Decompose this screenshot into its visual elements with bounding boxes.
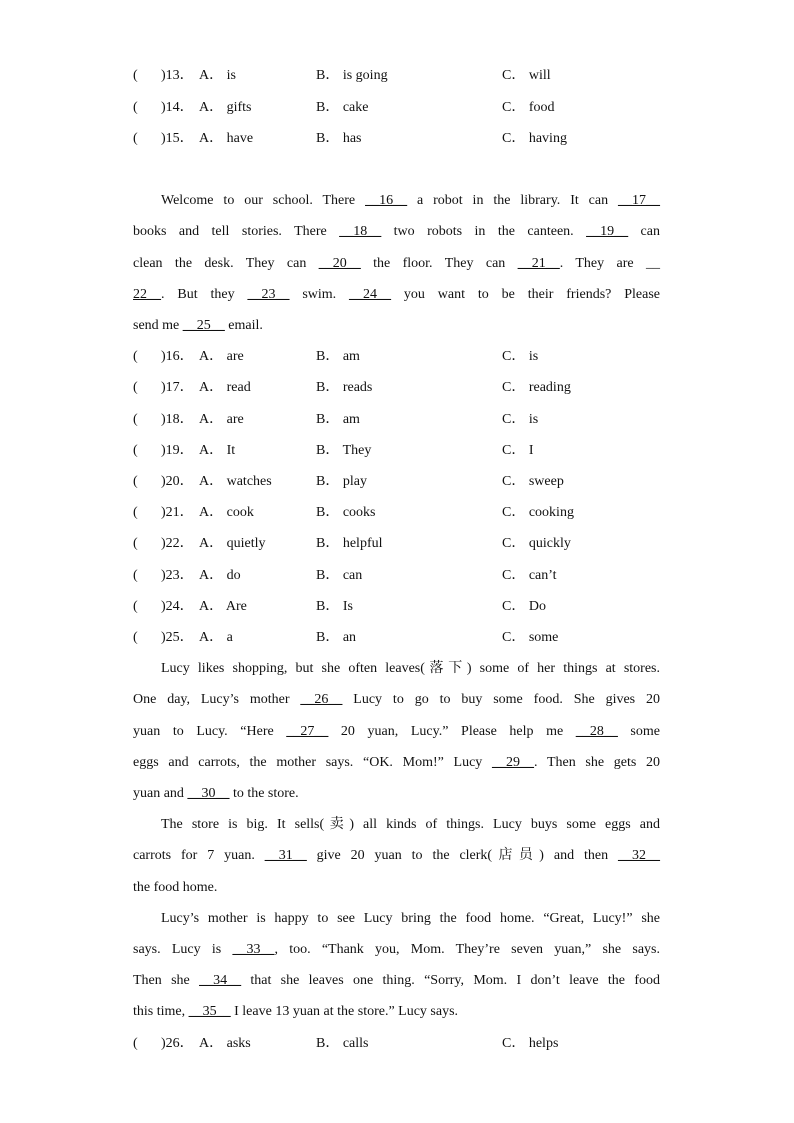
answer-bracket[interactable]: ( bbox=[133, 505, 138, 520]
option-a: A． are bbox=[199, 412, 244, 427]
passage2-line bbox=[161, 909, 660, 929]
text-run: books and tell stories. There bbox=[133, 224, 340, 239]
question-number: )21． bbox=[161, 505, 194, 520]
option-c: C． I bbox=[502, 443, 534, 458]
option-a: A． watches bbox=[199, 474, 272, 489]
passage2-line bbox=[133, 878, 660, 898]
option-c: C． Do bbox=[502, 599, 546, 614]
text-run: the floor. They can bbox=[360, 256, 518, 271]
option-c: C． some bbox=[502, 630, 559, 645]
text-run: One day, Lucy’s mother bbox=[133, 692, 301, 707]
text-run: . Then she gets 20 bbox=[534, 755, 661, 770]
answer-bracket[interactable]: ( bbox=[133, 536, 138, 551]
option-b: B． is going bbox=[316, 68, 388, 83]
answer-bracket[interactable]: ( bbox=[133, 100, 138, 115]
option-a: A． Are bbox=[199, 599, 247, 614]
passage2-line bbox=[133, 1002, 660, 1022]
text-run: a robot in the library. It can bbox=[407, 193, 618, 208]
question-number: )19． bbox=[161, 443, 194, 458]
answer-bracket[interactable]: ( bbox=[133, 599, 138, 614]
blank-29[interactable]: __29__ bbox=[492, 755, 534, 770]
question-number: )13． bbox=[161, 68, 194, 83]
blank-22[interactable]: 22__ bbox=[133, 287, 161, 302]
text-run: Lucy’s mother is happy to see Lucy bring the food home. “Great, Lucy!” she bbox=[161, 911, 660, 926]
blank-33[interactable]: __33__ bbox=[232, 942, 275, 957]
passage2-line bbox=[161, 815, 660, 835]
passage1-line bbox=[133, 222, 660, 242]
option-b: B． cooks bbox=[316, 505, 376, 520]
text-run: , too. “Thank you, Mom. They’re seven yuan,” she says. bbox=[274, 942, 660, 957]
option-a: A． quietly bbox=[199, 536, 266, 551]
option-a: A． have bbox=[199, 131, 254, 146]
option-c: C． will bbox=[502, 68, 551, 83]
blank-16[interactable]: __16__ bbox=[365, 193, 408, 208]
option-c: C． food bbox=[502, 100, 555, 115]
text-run: to the store. bbox=[229, 786, 299, 801]
text-run: that she leaves one thing. “Sorry, Mom. I don’t leave the food bbox=[241, 973, 660, 988]
question-number: )24． bbox=[161, 599, 194, 614]
question-number: )23． bbox=[161, 568, 194, 583]
passage1-line bbox=[133, 285, 660, 305]
option-c: C． having bbox=[502, 131, 567, 146]
blank-21[interactable]: __21__ bbox=[517, 256, 560, 271]
text-run: 20 yuan, Lucy.” Please help me bbox=[328, 724, 576, 739]
option-c: C． sweep bbox=[502, 474, 564, 489]
blank-31[interactable]: __31__ bbox=[264, 848, 307, 863]
blank-32[interactable]: __32__ bbox=[617, 848, 660, 863]
option-a: A． is bbox=[199, 68, 236, 83]
option-b: B． cake bbox=[316, 100, 369, 115]
text-run: yuan to Lucy. “Here bbox=[133, 724, 287, 739]
text-run: send me bbox=[133, 318, 183, 333]
text-run: swim. bbox=[289, 287, 350, 302]
question-number: )22． bbox=[161, 536, 194, 551]
passage2-line bbox=[133, 784, 660, 804]
answer-bracket[interactable]: ( bbox=[133, 1036, 138, 1051]
blank-27[interactable]: __27__ bbox=[286, 724, 329, 739]
option-b: B． am bbox=[316, 412, 360, 427]
passage2-line bbox=[133, 940, 660, 960]
option-a: A． It bbox=[199, 443, 236, 458]
option-a: A． asks bbox=[199, 1036, 251, 1051]
option-b: B． They bbox=[316, 443, 372, 458]
option-a: A． a bbox=[199, 630, 233, 645]
answer-bracket[interactable]: ( bbox=[133, 474, 138, 489]
text-run: Welcome to our school. There bbox=[161, 193, 366, 208]
answer-bracket[interactable]: ( bbox=[133, 568, 138, 583]
option-c: C． cooking bbox=[502, 505, 574, 520]
option-b: B． play bbox=[316, 474, 367, 489]
option-c: C． quickly bbox=[502, 536, 571, 551]
text-run: eggs and carrots, the mother says. “OK. Mom!” Lucy bbox=[133, 755, 492, 770]
text-run: can bbox=[628, 224, 660, 239]
answer-bracket[interactable]: ( bbox=[133, 131, 138, 146]
blank-18[interactable]: __18__ bbox=[339, 224, 382, 239]
option-b: B． calls bbox=[316, 1036, 369, 1051]
text-run: Lucy to go to buy some food. She gives 20 bbox=[342, 692, 661, 707]
answer-bracket[interactable]: ( bbox=[133, 630, 138, 645]
question-number: )15． bbox=[161, 131, 194, 146]
text-run: yuan and bbox=[133, 786, 188, 801]
passage2-line bbox=[161, 659, 660, 679]
answer-bracket[interactable]: ( bbox=[133, 412, 138, 427]
blank-28[interactable]: __28__ bbox=[575, 724, 618, 739]
passage2-line bbox=[133, 690, 660, 710]
question-number: )17． bbox=[161, 380, 194, 395]
blank-35[interactable]: __35__ bbox=[188, 1004, 231, 1019]
blank-34[interactable]: __34__ bbox=[199, 973, 242, 988]
text-run: says. Lucy is bbox=[133, 942, 233, 957]
text-run: some bbox=[617, 724, 660, 739]
blank-17[interactable]: __17__ bbox=[618, 193, 660, 208]
text-run: The store is big. It sells(卖) all kinds of things. Lucy buys some eggs and bbox=[161, 817, 660, 832]
text-run: . They are __ bbox=[559, 256, 660, 271]
option-a: A． read bbox=[199, 380, 251, 395]
text-run: you want to be their friends? Please bbox=[391, 287, 660, 302]
option-b: B． has bbox=[316, 131, 362, 146]
text-run: Lucy likes shopping, but she often leaves(落下) some of her things at stores. bbox=[161, 661, 660, 676]
text-run: . But they bbox=[161, 287, 248, 302]
question-number: )25． bbox=[161, 630, 194, 645]
question-number: )20． bbox=[161, 474, 194, 489]
blank-20[interactable]: __20__ bbox=[318, 256, 361, 271]
question-number: )16． bbox=[161, 349, 194, 364]
text-run: give 20 yuan to the clerk(店员) and then bbox=[306, 848, 618, 863]
option-a: A． cook bbox=[199, 505, 254, 520]
passage2-line bbox=[133, 971, 660, 991]
option-b: B． helpful bbox=[316, 536, 383, 551]
passage1-line bbox=[161, 191, 660, 211]
text-run: the food home. bbox=[133, 880, 218, 895]
option-b: B． reads bbox=[316, 380, 373, 395]
text-run: carrots for 7 yuan. bbox=[133, 848, 265, 863]
option-a: A． gifts bbox=[199, 100, 252, 115]
option-c: C． is bbox=[502, 349, 539, 364]
option-c: C． helps bbox=[502, 1036, 559, 1051]
question-number: )26． bbox=[161, 1036, 194, 1051]
blank-26[interactable]: __26__ bbox=[300, 692, 343, 707]
blank-19[interactable]: __19__ bbox=[586, 224, 629, 239]
answer-bracket[interactable]: ( bbox=[133, 68, 138, 83]
option-b: B． can bbox=[316, 568, 363, 583]
option-a: A． are bbox=[199, 349, 244, 364]
blank-30[interactable]: __30__ bbox=[187, 786, 230, 801]
blank-23[interactable]: __23__ bbox=[247, 287, 290, 302]
answer-bracket[interactable]: ( bbox=[133, 349, 138, 364]
blank-24[interactable]: __24__ bbox=[349, 287, 392, 302]
option-c: C． is bbox=[502, 412, 539, 427]
answer-bracket[interactable]: ( bbox=[133, 380, 138, 395]
question-number: )18． bbox=[161, 412, 194, 427]
text-run: email. bbox=[224, 318, 263, 333]
blank-25[interactable]: __25__ bbox=[182, 318, 225, 333]
option-c: C． can’t bbox=[502, 568, 557, 583]
question-number: )14． bbox=[161, 100, 194, 115]
text-run: Then she bbox=[133, 973, 200, 988]
passage1-line bbox=[133, 316, 660, 336]
answer-bracket[interactable]: ( bbox=[133, 443, 138, 458]
text-run: two robots in the canteen. bbox=[381, 224, 587, 239]
text-run: this time, bbox=[133, 1004, 189, 1019]
passage2-line bbox=[133, 722, 660, 742]
text-run: I leave 13 yuan at the store.” Lucy says. bbox=[230, 1004, 459, 1019]
option-b: B． an bbox=[316, 630, 357, 645]
option-c: C． reading bbox=[502, 380, 571, 395]
passage2-line bbox=[133, 846, 660, 866]
passage2-line bbox=[133, 753, 660, 773]
text-run: clean the desk. They can bbox=[133, 256, 319, 271]
passage1-line bbox=[133, 254, 660, 274]
option-b: B． am bbox=[316, 349, 360, 364]
option-b: B． Is bbox=[316, 599, 353, 614]
option-a: A． do bbox=[199, 568, 241, 583]
